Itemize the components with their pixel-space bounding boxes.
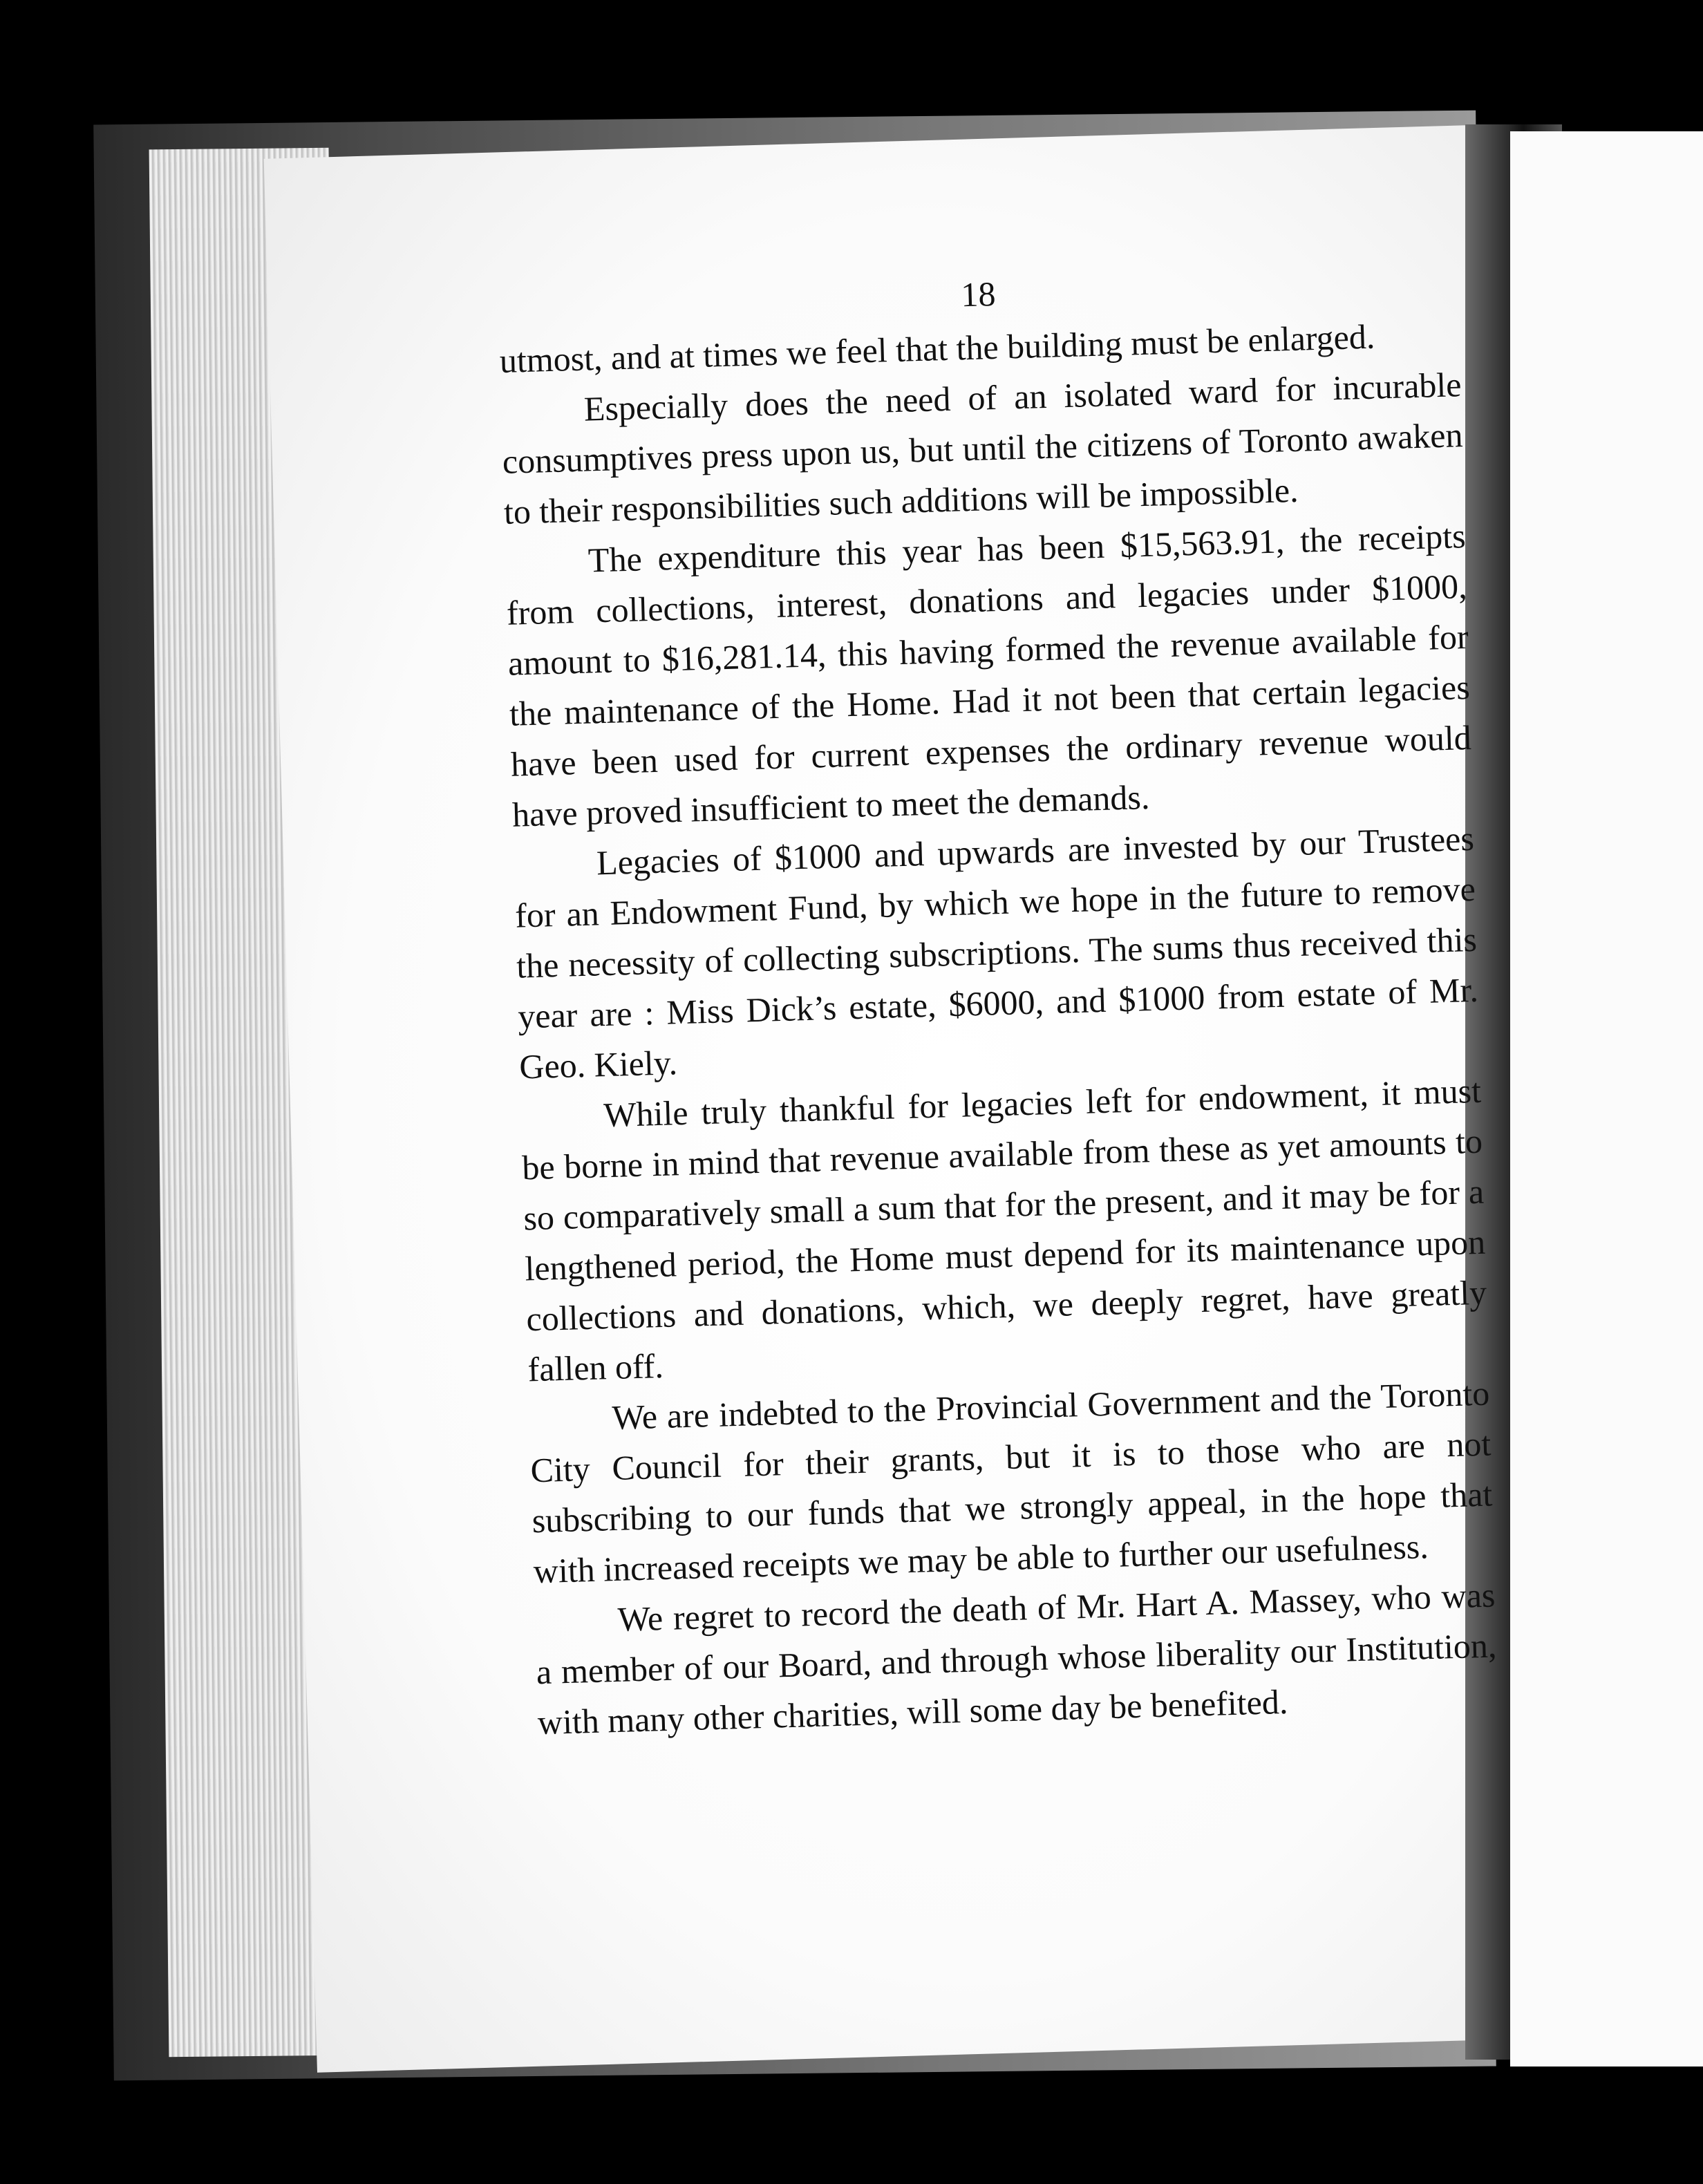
- paragraph: Legacies of $1000 and upwards are invested by our Trustees for an Endowment Fund, by which we hope in the future to remove the necessity of collecting subscriptions. The sums thus received this year are : Miss Dick’s estate, $6000, and $1000 from estate of Mr. Geo. Kiely.: [514, 818, 1479, 1086]
- paragraph: We regret to record the death of Mr. Hart A. Massey, who was a member of our Board, and through whose liberality our Institution, with many other charities, will some day be benefited.: [536, 1575, 1498, 1742]
- paragraph: The expenditure this year has been $15,563.91, the receipts from collections, interest, donations and legacies under $1000, amount to $16,281.14, this having formed the revenue available for the maintenance of the Home. Had it not been that certain legacies have been used for current expenses the ordinary revenue would have proved insufficient to meet the demands.: [506, 516, 1472, 834]
- paragraph: Especially does the need of an isolated ward for incurable consumptives press upon us, but until the citizens of Toronto awaken to their responsibilities such additions will be impossible.: [502, 365, 1464, 531]
- paragraph: We are indebted to the Provincial Government and the Toronto City Council for their grants, but it is to those who are not subscribing to our funds that we strongly appeal, in the hope that with increased receipts we may be able to further our usefulness.: [529, 1373, 1493, 1591]
- paragraph: utmost, and at times we feel that the building must be enlarged.: [499, 317, 1375, 380]
- paragraph: While truly thankful for legacies left for endowment, it must be borne in mind that revenue available from these as yet amounts to so comparatively small a sum that for the present, and it may be for a lengthened period, the Home must depend for its maintenance upon collections and donations, which, we deeply regret, have greatly fallen off.: [521, 1071, 1487, 1389]
- page-number: 18: [960, 274, 997, 314]
- left-page-text: [498, 263, 1498, 1748]
- right-page: [1510, 131, 1703, 2067]
